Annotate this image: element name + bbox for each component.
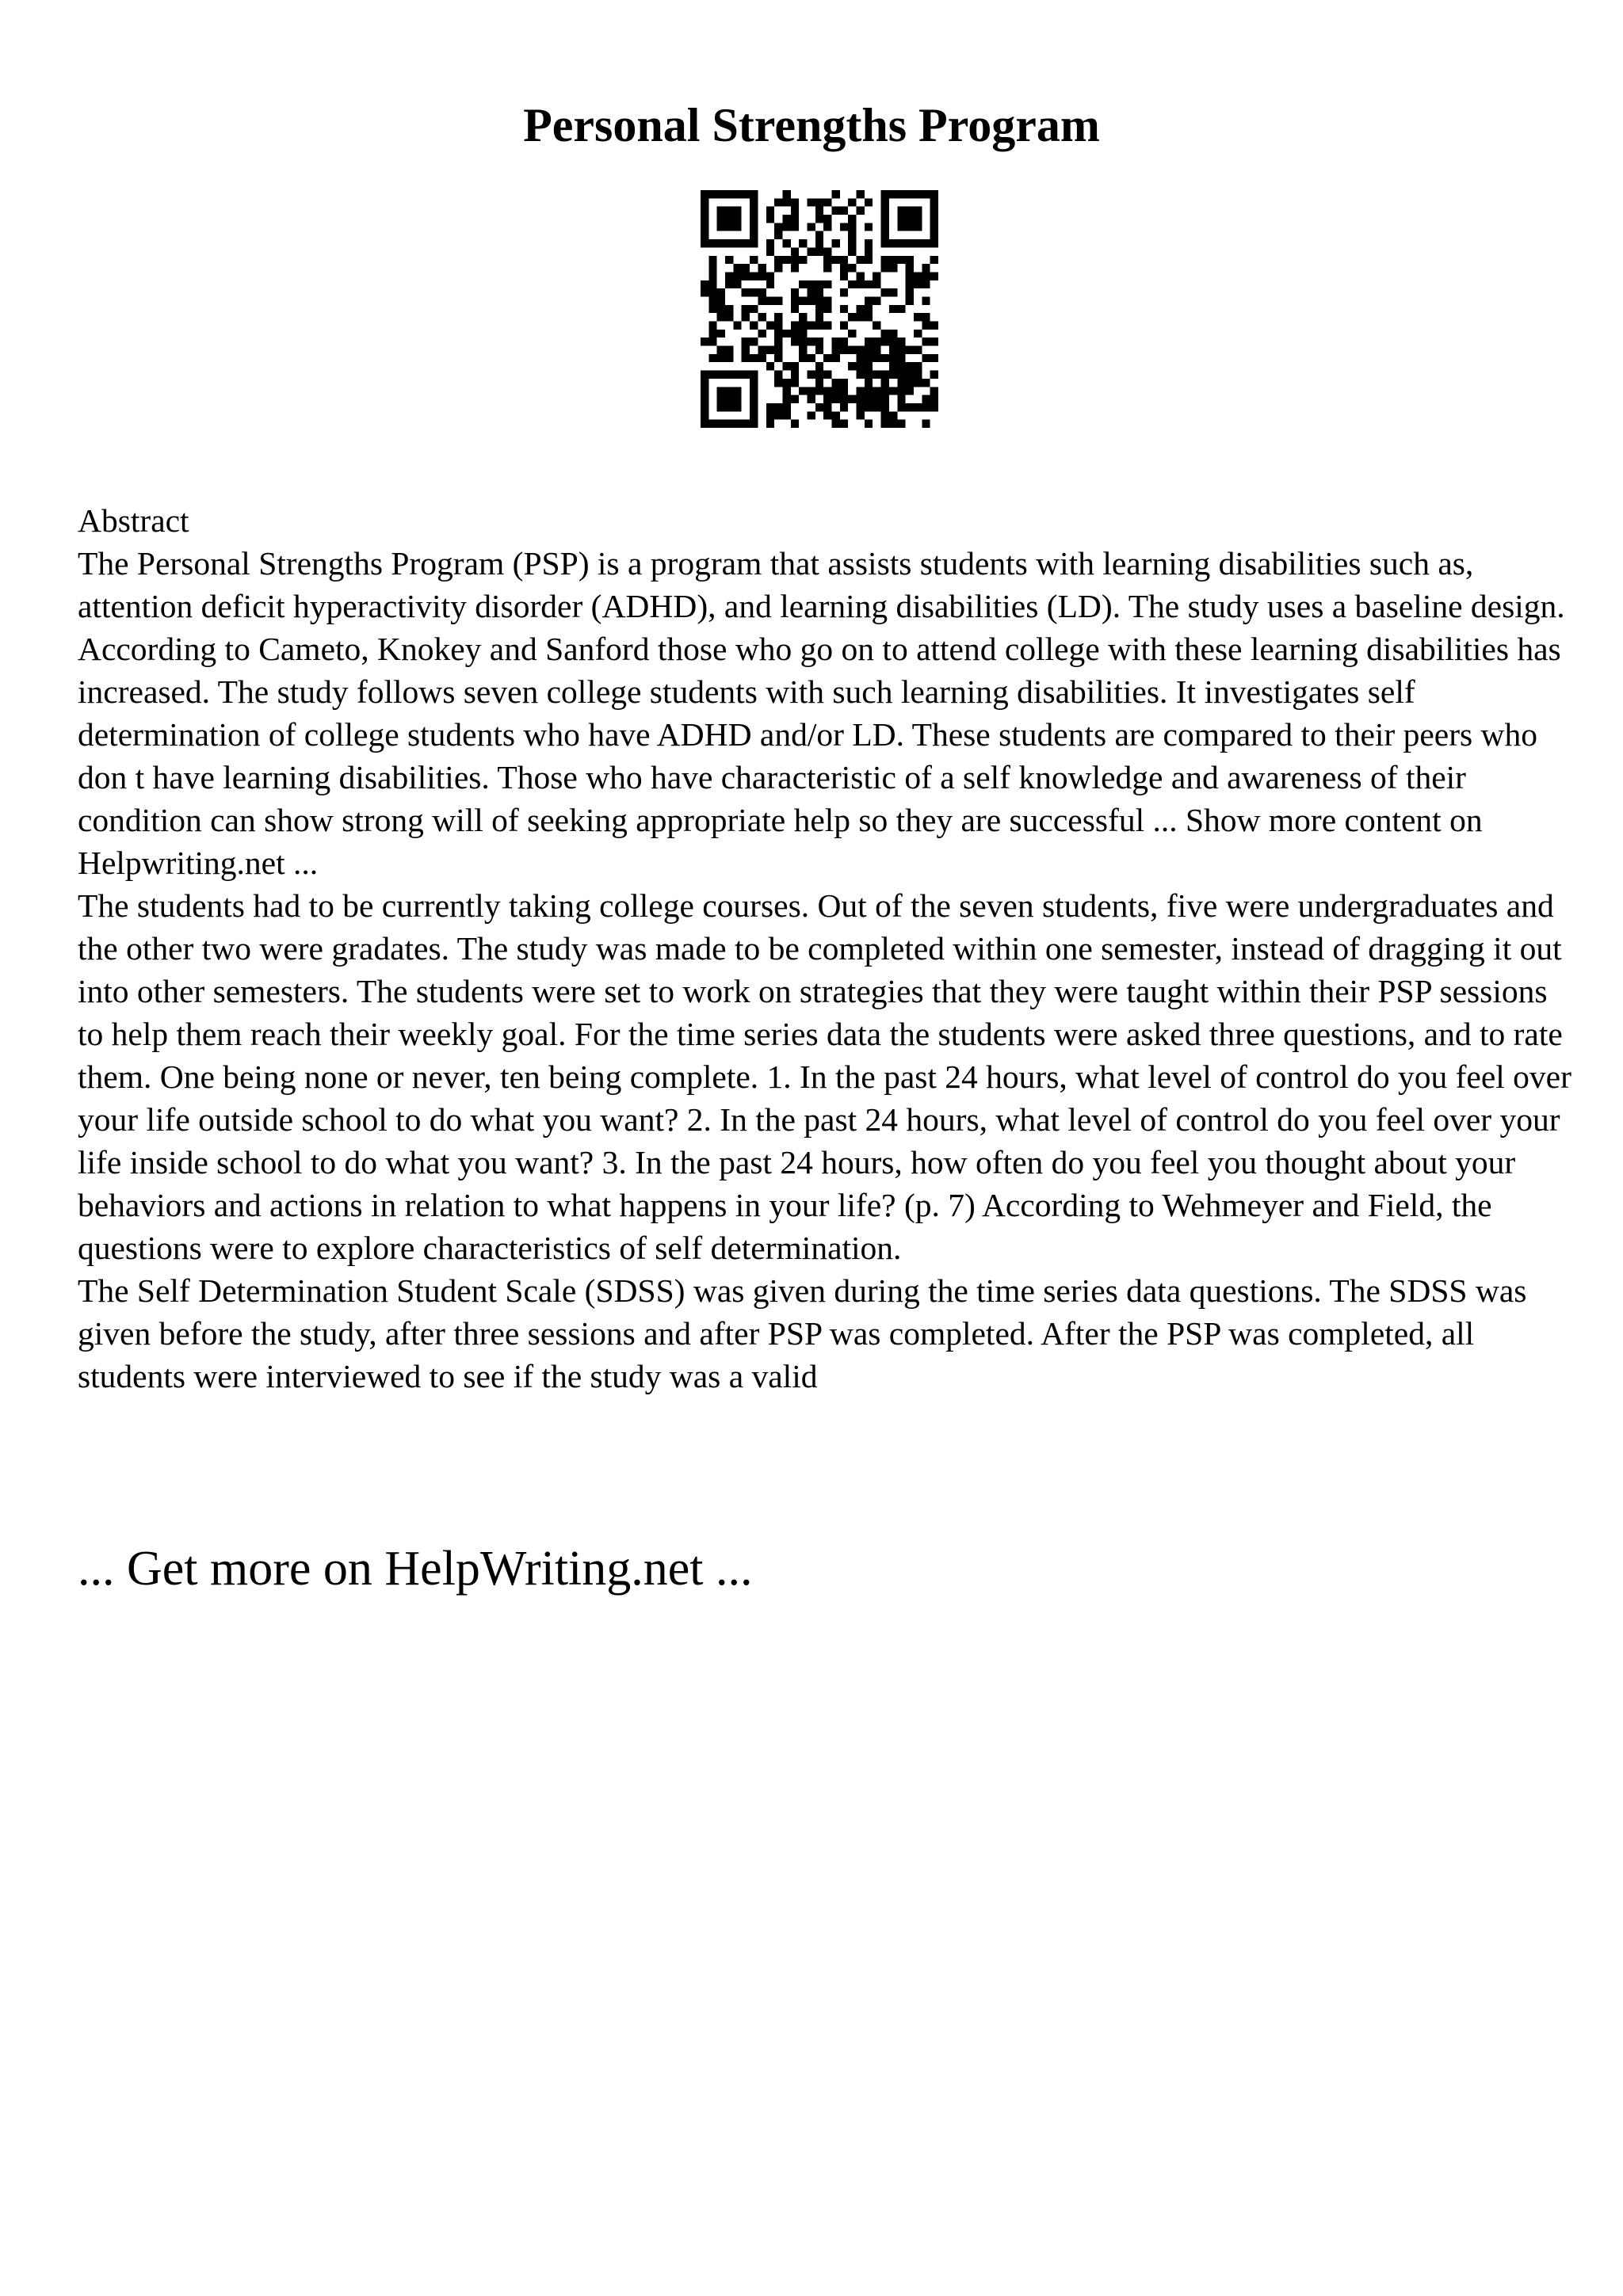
- paragraph-2: The students had to be currently taking college courses. Out of the seven students, five were undergraduates and the other two were gradates. The study was made to be completed within one semester, instead of dragging it out into other semesters. The students were set to work on strategies that they were taught within their PSP sessions to help them reach their weekly goal. For the time series data the students were asked three questions, and to rate them. One being none or never, ten being complete. 1. In the past 24 hours, what level of control do you feel over your life outside school to do what you want? 2. In the past 24 hours, what level of control do you feel over your life inside school to do what you want? 3. In the past 24 hours, how often do you feel you thought about your behaviors and actions in relation to what happens in your life? (p. 7) According to Wehmeyer and Field, the questions were to explore characteristics of self determination.: [78, 887, 1571, 1266]
- abstract-heading: Abstract: [78, 502, 189, 539]
- paragraph-3: The Self Determination Student Scale (SDSS) was given during the time series data questions. The SDSS was given before the study, after three sessions and after PSP was completed. After the PSP was completed, all students were interviewed to see if the study was a valid: [78, 1272, 1527, 1394]
- qr-code-icon: [701, 190, 938, 428]
- page-title: Personal Strengths Program: [523, 99, 1100, 151]
- abstract-section: [78, 499, 1575, 1398]
- paragraph-1: The Personal Strengths Program (PSP) is a program that assists students with learning disabilities such as, attention deficit hyperactivity disorder (ADHD), and learning disabilities (LD). The study uses a baseline design. According to Cameto, Knokey and Sanford those who go on to attend college with these learning disabilities has increased. The study follows seven college students with such learning disabilities. It investigates self determination of college students who have ADHD and/or LD. These students are compared to their peers who don t have learning disabilities. Those who have characteristic of a self knowledge and awareness of their condition can show strong will of seeking appropriate help so they are successful ... Show more content on Helpwriting.net ...: [78, 545, 1565, 881]
- get-more-link[interactable]: ... Get more on HelpWriting.net ...: [78, 1542, 753, 1596]
